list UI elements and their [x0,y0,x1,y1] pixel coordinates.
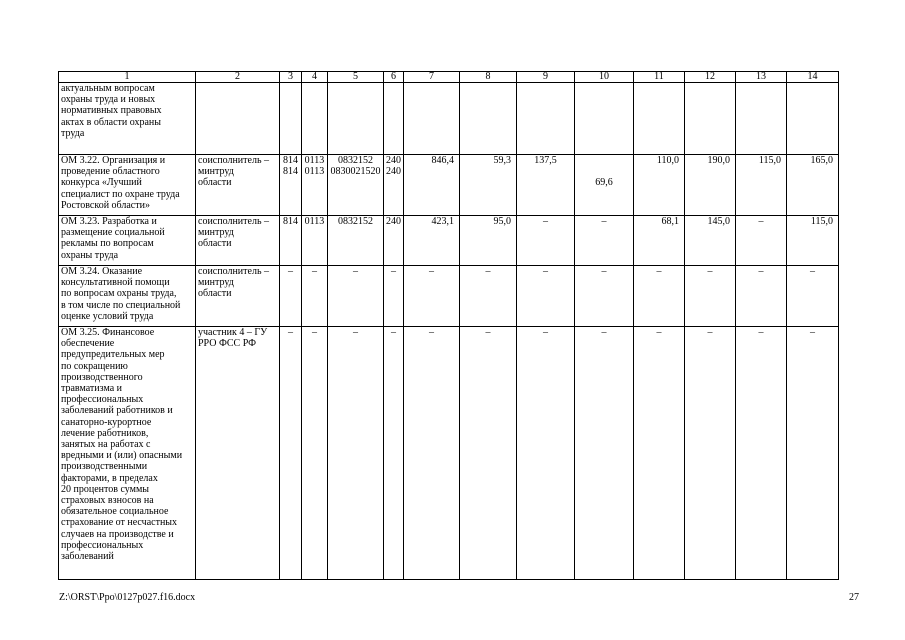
column-header: 13 [736,72,787,83]
value-cell: 59,3 [460,155,517,216]
measure-name-cell: актуальным вопросам охраны труда и новых нормативных правовых актах в области охраны труда [59,83,196,155]
table-row [59,216,839,266]
value-cell [736,83,787,155]
column-header: 14 [787,72,839,83]
measure-name-cell: ОМ 3.25. Финансовое обеспечение предупредительных мер по сокращению производственного травматизма и профессиональных заболеваний работников и санаторно-курортное лечение работников, занятых на работах с вредными и (или) опасными производственными факторами, в пределах 20 процентов суммы страховых взносов на обязательное социальное страхование от несчастных случаев на производстве и профессиональных заболеваний [59,327,196,580]
value-cell: – [460,266,517,327]
section-cell [302,83,328,155]
expense-type-cell: 240 240 [384,155,404,216]
grbs-cell: 814 [280,216,302,266]
value-cell: – [575,266,634,327]
column-header: 7 [404,72,460,83]
grbs-cell: 814 814 [280,155,302,216]
section-cell: 0113 0113 [302,155,328,216]
target-article-cell [328,83,384,155]
column-header: 10 [575,72,634,83]
section-cell: – [302,327,328,580]
page-number: 27 [849,592,859,603]
value-cell [460,83,517,155]
column-header: 1 [59,72,196,83]
value-cell: 137,5 [517,155,575,216]
expense-type-cell [384,83,404,155]
value-cell: – [787,327,839,580]
executor-cell [196,83,280,155]
value-cell [787,83,839,155]
expense-type-cell: – [384,266,404,327]
expense-type-cell: 240 [384,216,404,266]
table-row [59,327,839,580]
footer-file-path: Z:\ORST\Ppo\0127p027.f16.docx [59,592,196,603]
target-article-cell: – [328,266,384,327]
measure-name-cell: ОМ 3.23. Разработка и размещение социальной рекламы по вопросам охраны труда [59,216,196,266]
value-cell: – [685,266,736,327]
value-cell: – [634,327,685,580]
executor-cell: соисполнитель – минтруд области [196,216,280,266]
target-article-cell: – [328,327,384,580]
column-header: 3 [280,72,302,83]
measure-name-cell: ОМ 3.24. Оказание консультативной помощи по вопросам охраны труда, в том числе по специальной оценке условий труда [59,266,196,327]
section-cell: 0113 [302,216,328,266]
value-cell: 115,0 [787,216,839,266]
target-article-cell: 0832152 0830021520 [328,155,384,216]
value-cell: – [517,216,575,266]
grbs-cell [280,83,302,155]
value-cell: – [736,266,787,327]
total-cell [404,83,460,155]
value-cell: 68,1 [634,216,685,266]
measure-name-cell: ОМ 3.22. Организация и проведение областного конкурса «Лучший специалист по охране труда Ростовской области» [59,155,196,216]
value-cell: 165,0 [787,155,839,216]
total-cell: – [404,327,460,580]
column-header: 2 [196,72,280,83]
table-row [59,83,839,155]
column-header: 9 [517,72,575,83]
column-header: 11 [634,72,685,83]
table-row [59,155,839,216]
value-cell: 95,0 [460,216,517,266]
target-article-cell: 0832152 [328,216,384,266]
value-cell: – [685,327,736,580]
executor-cell: соисполнитель – минтруд области [196,266,280,327]
value-cell: – [517,266,575,327]
total-cell: – [404,266,460,327]
header-row [59,72,839,83]
column-header: 8 [460,72,517,83]
table-row [59,266,839,327]
total-cell: 846,4 [404,155,460,216]
value-cell: 115,0 [736,155,787,216]
value-cell: – [575,216,634,266]
value-cell: – [634,266,685,327]
expense-type-cell: – [384,327,404,580]
value-cell [634,83,685,155]
value-cell: 145,0 [685,216,736,266]
section-cell: – [302,266,328,327]
value-cell [685,83,736,155]
value-cell: – [736,216,787,266]
value-cell [517,83,575,155]
total-cell: 423,1 [404,216,460,266]
value-cell: 190,0 [685,155,736,216]
value-cell: – [787,266,839,327]
value-cell: – [460,327,517,580]
executor-cell: участник 4 – ГУ РРО ФСС РФ [196,327,280,580]
executor-cell: соисполнитель – минтруд области [196,155,280,216]
value-cell: 69,6 [575,155,634,216]
column-header: 6 [384,72,404,83]
grbs-cell: – [280,327,302,580]
column-header: 4 [302,72,328,83]
value-cell: – [736,327,787,580]
budget-table [58,71,839,580]
grbs-cell: – [280,266,302,327]
value-cell: – [517,327,575,580]
column-header: 5 [328,72,384,83]
value-cell: 110,0 [634,155,685,216]
value-cell [575,83,634,155]
value-cell: – [575,327,634,580]
column-header: 12 [685,72,736,83]
